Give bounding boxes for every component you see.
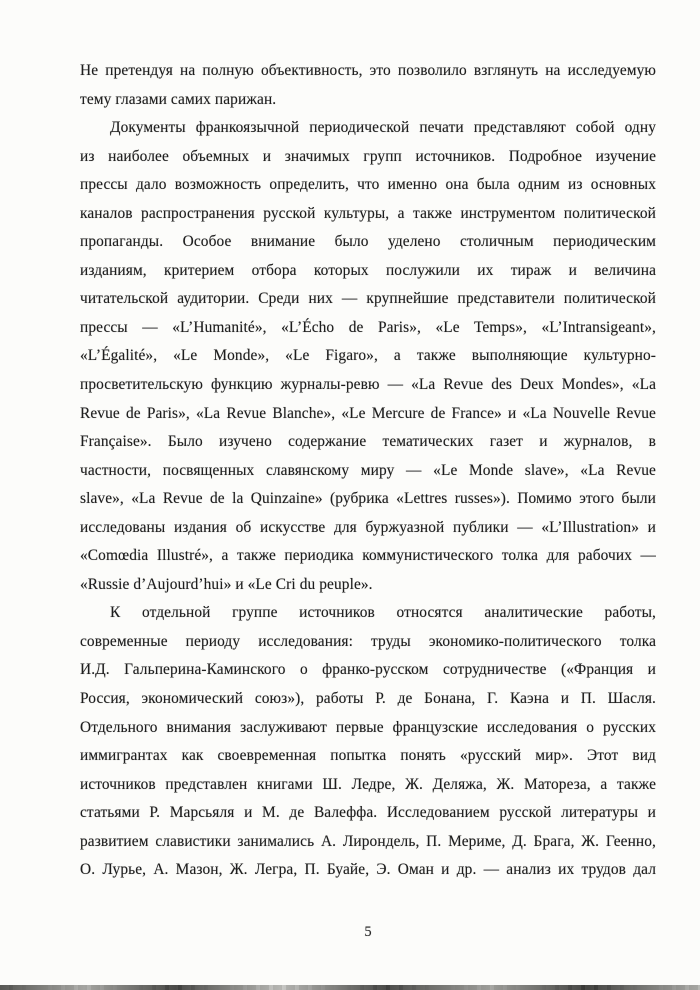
text-line: Документы франкоязычной периодической печати представляют собой одну: [110, 119, 656, 137]
text-line: К отдельной группе источников относятся аналитические работы,: [110, 604, 656, 622]
text-line: тему глазами самих парижан.: [80, 90, 277, 108]
text-line: Revue de Paris», «La Revue Blanche», «Le Mercure de France» и «La Nouvelle Revue: [80, 404, 656, 422]
text-line: источников представлен книгами Ш. Ледре, Ж. Деляжа, Ж. Матореза, а также: [80, 775, 656, 793]
text-line: исследованы издания об искусстве для буржуазной публики — «L’Illustration» и: [80, 518, 656, 536]
text-line: прессы — «L’Humanité», «L’Écho de Paris», «Le Temps», «L’Intransigeant»,: [80, 318, 656, 336]
text-line: изданиям, критерием отбора которых послужили их тираж и величина: [80, 261, 656, 279]
text-line: просветительскую функцию журналы-ревю — «La Revue des Deux Mondes», «La: [80, 376, 656, 394]
scan-edge-artifact: [0, 985, 700, 990]
text-line: «Comœdia Illustré», а также периодика коммунистического толка для рабочих —: [80, 547, 656, 565]
text-line: современные периоду исследования: труды экономико-политического толка: [80, 632, 656, 650]
text-line: Россия, экономический союз»), работы Р. де Бонана, Г. Каэна и П. Шасля.: [80, 690, 656, 708]
text-line: Française». Было изучено содержание тематических газет и журналов, в: [80, 433, 656, 451]
text-line: О. Лурье, А. Мазон, Ж. Легра, П. Буайе, Э. Оман и др. — анализ их трудов дал: [80, 861, 656, 879]
text-line: прессы дало возможность определить, что именно она была одним из основных: [80, 176, 656, 194]
text-line: читательской аудитории. Среди них — крупнейшие представители политической: [80, 290, 656, 308]
text-line: «Russie d’Aujourd’hui» и «Le Cri du peuple».: [80, 575, 373, 593]
text-line: частности, посвященных славянскому миру — «Le Monde slave», «La Revue: [80, 461, 656, 479]
text-line: каналов распространения русской культуры, а также инструментом политической: [80, 204, 656, 222]
body-text-block: [80, 57, 656, 885]
text-line: slave», «La Revue de la Quinzaine» (рубрика «Lettres russes»). Помимо этого были: [80, 490, 656, 508]
text-line: иммигрантах как своевременная попытка понять «русский мир». Этот вид: [80, 747, 656, 765]
text-line: Не претендуя на полную объективность, это позволило взглянуть на исследуемую: [80, 62, 656, 79]
text-line: пропаганды. Особое внимание было уделено столичным периодическим: [80, 233, 656, 251]
text-line: из наиболее объемных и значимых групп источников. Подробное изучение: [80, 147, 656, 165]
page-number: 5: [364, 924, 372, 940]
text-line: Отдельного внимания заслуживают первые французские исследования о русских: [80, 718, 656, 736]
text-line: статьями Р. Марсьяля и М. де Валеффа. Исследованием русской литературы и: [80, 804, 656, 822]
text-line: И.Д. Гальперина-Каминского о франко-русском сотрудничестве («Франция и: [80, 661, 656, 679]
text-line: «L’Égalité», «Le Monde», «Le Figaro», а также выполняющие культурно-: [80, 347, 656, 365]
text-line: развитием славистики занимались А. Лирондель, П. Мериме, Д. Брага, Ж. Геенно,: [80, 832, 656, 850]
